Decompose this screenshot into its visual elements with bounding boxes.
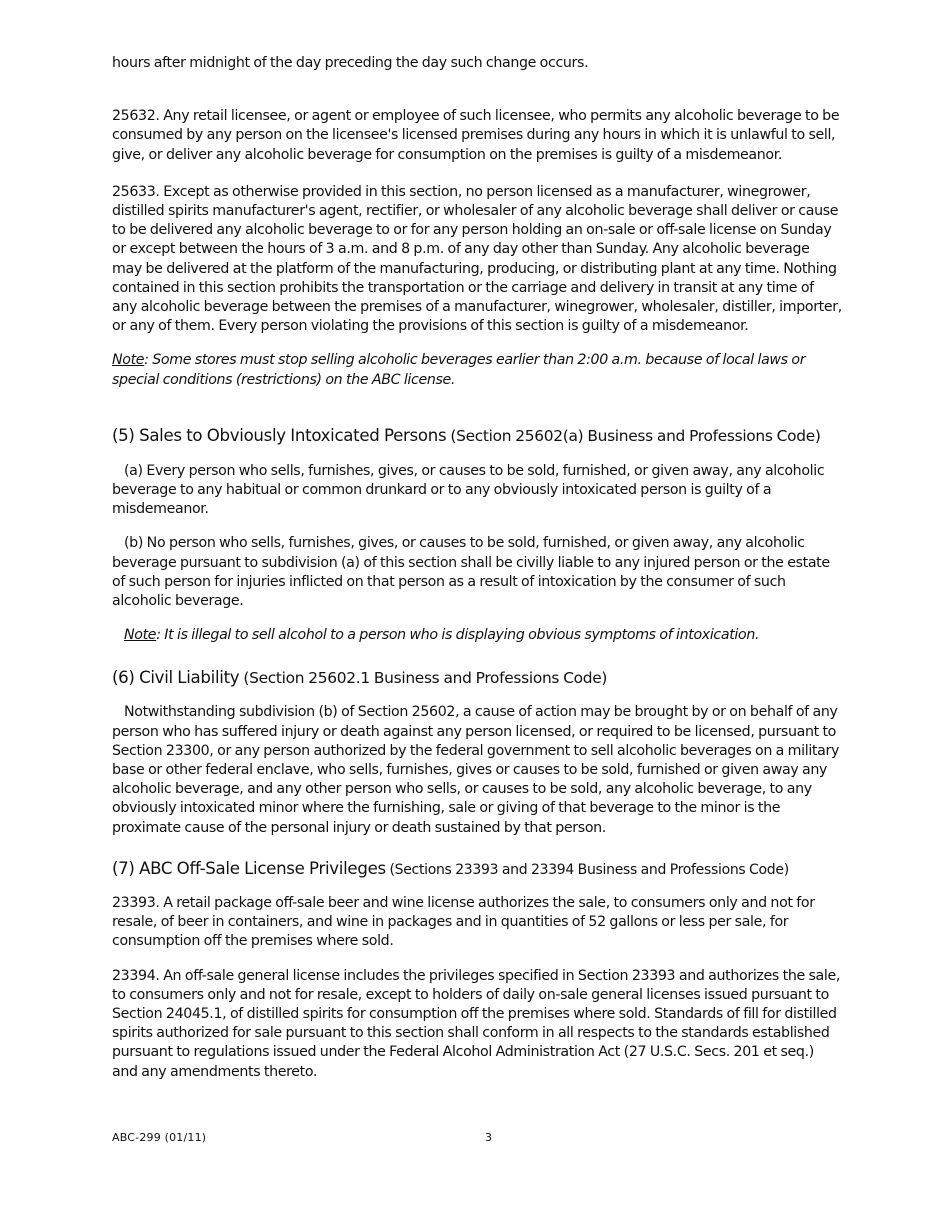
note-label: Note: [124, 627, 157, 644]
section-7-citation: (Sections 23393 and 23394 Business and Professions Code): [385, 861, 789, 878]
section-6-paragraph: Notwithstanding subdivision (b) of Section 25602, a cause of action may be brought by or on behalf of any person who has suffered injury or death against any person licensed, or required to be licensed, pursuant to Section 23300, or any person authorized by the federal government to sell alcoholic beverages on a military base or other federal enclave, who sells, furnishes, gives or causes to be sold, furnished or given away any alcoholic beverage, and any other person who sells, or causes to be sold, any alcoholic beverage, to any obviously intoxicated minor where the furnishing, sale or giving of that beverage to the minor is the proximate cause of the personal injury or death sustained by that person.: [112, 704, 839, 836]
paragraph-25632: 25632. Any retail licensee, or agent or employee of such licensee, who permits any alcoholic beverage to be consumed by any person on the licensee's licensed premises during any hours in which it is unlawful to sell, give, or deliver any alcoholic beverage for consumption on the premises is guilty of a misdemeanor.: [112, 108, 840, 163]
document-page: [112, 54, 842, 1082]
note-text: : It is illegal to sell alcohol to a person who is displaying obvious symptoms of intoxication.: [156, 627, 760, 644]
section-5-paragraph-b: (b) No person who sells, furnishes, gives, or causes to be sold, furnished, or given away, any alcoholic beverage pursuant to subdivision (a) of this section shall be civilly liable to any injured person or the estate of such person for injuries inflicted on that person as a result of intoxication by the consumer of such alcoholic beverage.: [112, 535, 830, 610]
section-5-paragraph-a: (a) Every person who sells, furnishes, gives, or causes to be sold, furnished, or given away, any alcoholic beverage to any habitual or common drunkard or to any obviously intoxicated person is guilty of a misdemeanor.: [112, 462, 825, 518]
section-6-citation: (Section 25602.1 Business and Professions Code): [239, 669, 608, 688]
section-6-heading: [112, 667, 842, 689]
paragraph-23394: 23394. An off-sale general license includes the privileges specified in Section 23393 and authorizes the sale, to consumers only and not for resale, except to holders of daily on-sale general licenses issued pursuant to Section 24045.1, of distilled spirits for consumption off the premises where sold. Standards of fill for distilled spirits authorized for sale pursuant to this section shall conform in all respects to the standards established pursuant to regulations issued under the Federal Alcohol Administration Act (27 U.S.C. Secs. 201 et seq.) and any amendments thereto.: [112, 967, 841, 1080]
note-text: : Some stores must stop selling alcoholic beverages earlier than 2:00 a.m. because of local laws or special conditions (restrictions) on the ABC license.: [112, 352, 806, 388]
section-6-title: (6) Civil Liability: [112, 668, 240, 688]
form-code: ABC-299 (01/11): [112, 1131, 207, 1144]
paragraph-25633: 25633. Except as otherwise provided in this section, no person licensed as a manufacturer, winegrower, distilled spirits manufacturer's agent, rectifier, or wholesaler of any alcoholic beverage shall deliver or cause to be delivered any alcoholic beverage to or for any person holding an on-sale or off-sale license on Sunday or except between the hours of 3 a.m. and 8 p.m. of any day other than Sunday. Any alcoholic beverage may be delivered at the platform of the manufacturing, producing, or distributing plant at any time. Nothing contained in this section prohibits the transportation or the carriage and delivery in transit at any time of any alcoholic beverage between the premises of a manufacturer, winegrower, wholesaler, distiller, importer, or any of them. Every person violating the provisions of this section is guilty of a misdemeanor.: [112, 183, 842, 335]
section-7-heading: [112, 858, 842, 881]
note-intoxication: [112, 626, 842, 645]
page-number: 3: [485, 1131, 493, 1144]
section-5-heading: [112, 425, 842, 447]
note-label: Note: [112, 352, 145, 369]
section-5-title: (5) Sales to Obviously Intoxicated Persons: [112, 425, 447, 445]
note-closing-hours: [112, 351, 842, 389]
paragraph-continuation: hours after midnight of the day preceding the day such change occurs.: [112, 55, 589, 71]
section-5-citation: (Section 25602(a) Business and Professions Code): [446, 426, 821, 445]
section-7-title: (7) ABC Off-Sale License Privileges: [112, 858, 386, 878]
paragraph-23393: 23393. A retail package off-sale beer and wine license authorizes the sale, to consumers only and not for resale, of beer in containers, and wine in packages and in quantities of 52 gallons or less per sale, for consumption off the premises where sold.: [112, 894, 815, 950]
